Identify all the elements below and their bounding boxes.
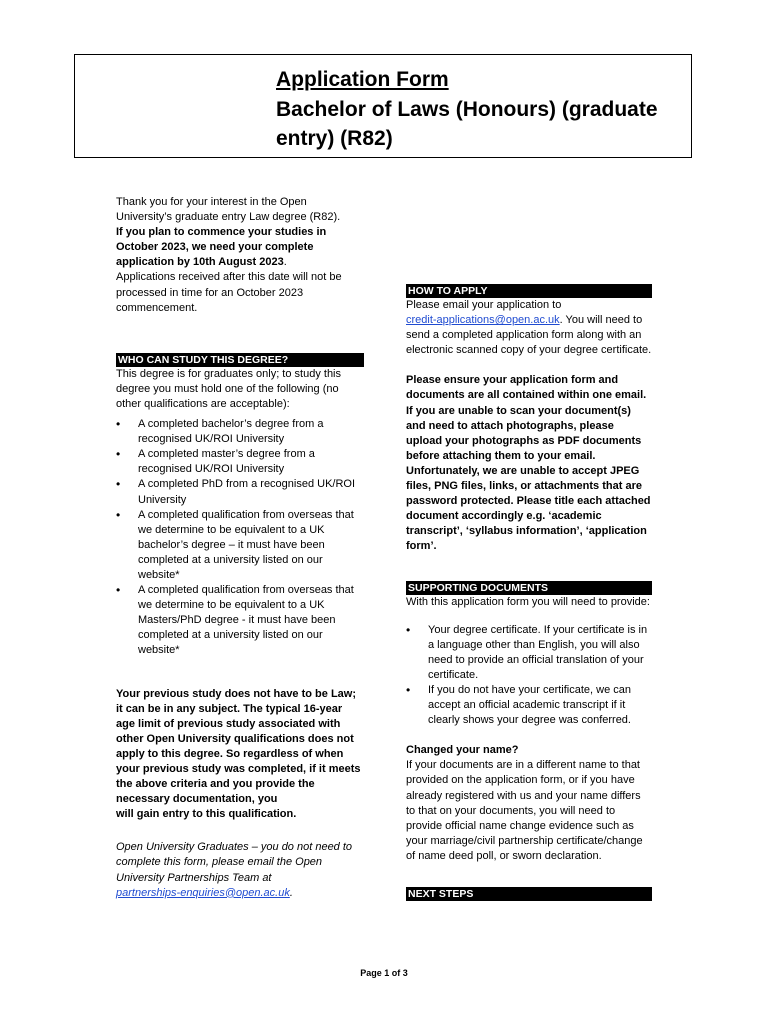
ou-graduates-text: – you do not need to complete this form, please email the Open University Partnerships Team at: [116, 841, 353, 884]
next-steps-heading: NEXT STEPS: [406, 887, 652, 901]
how-p1-end: . You will need to send a completed application form along with an electronic scanned copy of your degree certificate.: [406, 314, 652, 357]
previous-study-text: [116, 687, 364, 823]
supporting-intro: With this application form you will need to provide:: [406, 595, 650, 608]
supporting-list: [406, 623, 652, 729]
ou-graduates-lead: Open University Graduates: [116, 841, 249, 854]
list-item: • A completed qualification from overseas that we determine to be equivalent to a UK bachelor’s degree – it must have been completed at a university listed on our website*: [116, 508, 364, 583]
ou-graduates-end: .: [289, 886, 293, 899]
late-notice: Applications received after this date will not be processed in time for an October 2023 commencement.: [116, 271, 342, 314]
partnerships-email-link[interactable]: partnerships-enquiries@open.ac.uk: [116, 886, 290, 899]
deadline-text: If you plan to commence your studies in October 2023, we need your complete application by 10th August 2023: [116, 226, 327, 269]
ou-graduates-note: [116, 840, 364, 900]
list-item: • A completed bachelor’s degree from a recognised UK/ROI University: [116, 417, 364, 447]
name-change-heading: Changed your name?: [406, 744, 519, 757]
credit-email-link[interactable]: credit-applications@open.ac.uk: [406, 314, 560, 327]
how-heading: HOW TO APPLY: [406, 284, 652, 298]
who-list: [116, 417, 364, 659]
title-box: [74, 54, 692, 158]
name-change-text: If your documents are in a different name to that provided on the application form, or if you have already registered with us and your name differs to that on your documents, you will need to provide official name change evidence such as your marriage/civil partnership certificate/change of name deed poll, or sworn declaration.: [406, 759, 643, 862]
form-title: Application Form: [276, 68, 449, 91]
how-p1: [406, 298, 652, 358]
deadline-end: .: [283, 256, 287, 269]
list-item: • Your degree certificate. If your certificate is in a language other than English, you will also need to provide an official translation of your certificate.: [406, 623, 652, 683]
form-subtitle: Bachelor of Laws (Honours) (graduate entry) (R82): [276, 98, 658, 150]
intro-p1: Thank you for your interest in the Open University’s graduate entry Law degree (R82).: [116, 196, 341, 224]
page-number: Page 1 of 3: [360, 968, 408, 978]
list-item: • A completed master’s degree from a recognised UK/ROI University: [116, 447, 364, 477]
list-item: • A completed PhD from a recognised UK/ROI University: [116, 477, 364, 507]
previous-study-1: Your previous study does not have to be Law; it can be in any subject. The typical 16-year age limit of previous study associated with other Open University qualifications does not apply to this degree. So regardless of when your previous study was completed, if it meets the above criteria and you provide the necessary documentation, you: [116, 687, 361, 806]
how-p1-start: Please email your application to: [406, 299, 562, 311]
previous-study-2: will gain entry to this qualification.: [116, 808, 297, 821]
list-item: • A completed qualification from overseas that we determine to be equivalent to a UK Masters/PhD degree - it must have been completed at a university listed on our website*: [116, 583, 364, 658]
who-intro: This degree is for graduates only; to study this degree you must hold one of the following (no other qualifications are acceptable):: [116, 367, 342, 410]
intro-text: [116, 195, 364, 316]
who-heading: WHO CAN STUDY THIS DEGREE?: [116, 353, 364, 367]
left-column: [116, 195, 364, 901]
supporting-heading: SUPPORTING DOCUMENTS: [406, 581, 652, 595]
right-column: [406, 284, 652, 901]
list-item: • If you do not have your certificate, we can accept an official academic transcript if it clearly shows your degree was conferred.: [406, 683, 652, 728]
how-p2: Please ensure your application form and documents are all contained within one email. If you are unable to scan your document(s) and need to attach photographs, please upload your photographs as PDF documents before attaching them to your email. Unfortunately, we are unable to accept JPEG files, PNG files, links, or attachments that are password protected. Please title each attached document accordingly e.g. ‘academic transcript’, ‘syllabus information’, ‘application form’.: [406, 374, 651, 553]
